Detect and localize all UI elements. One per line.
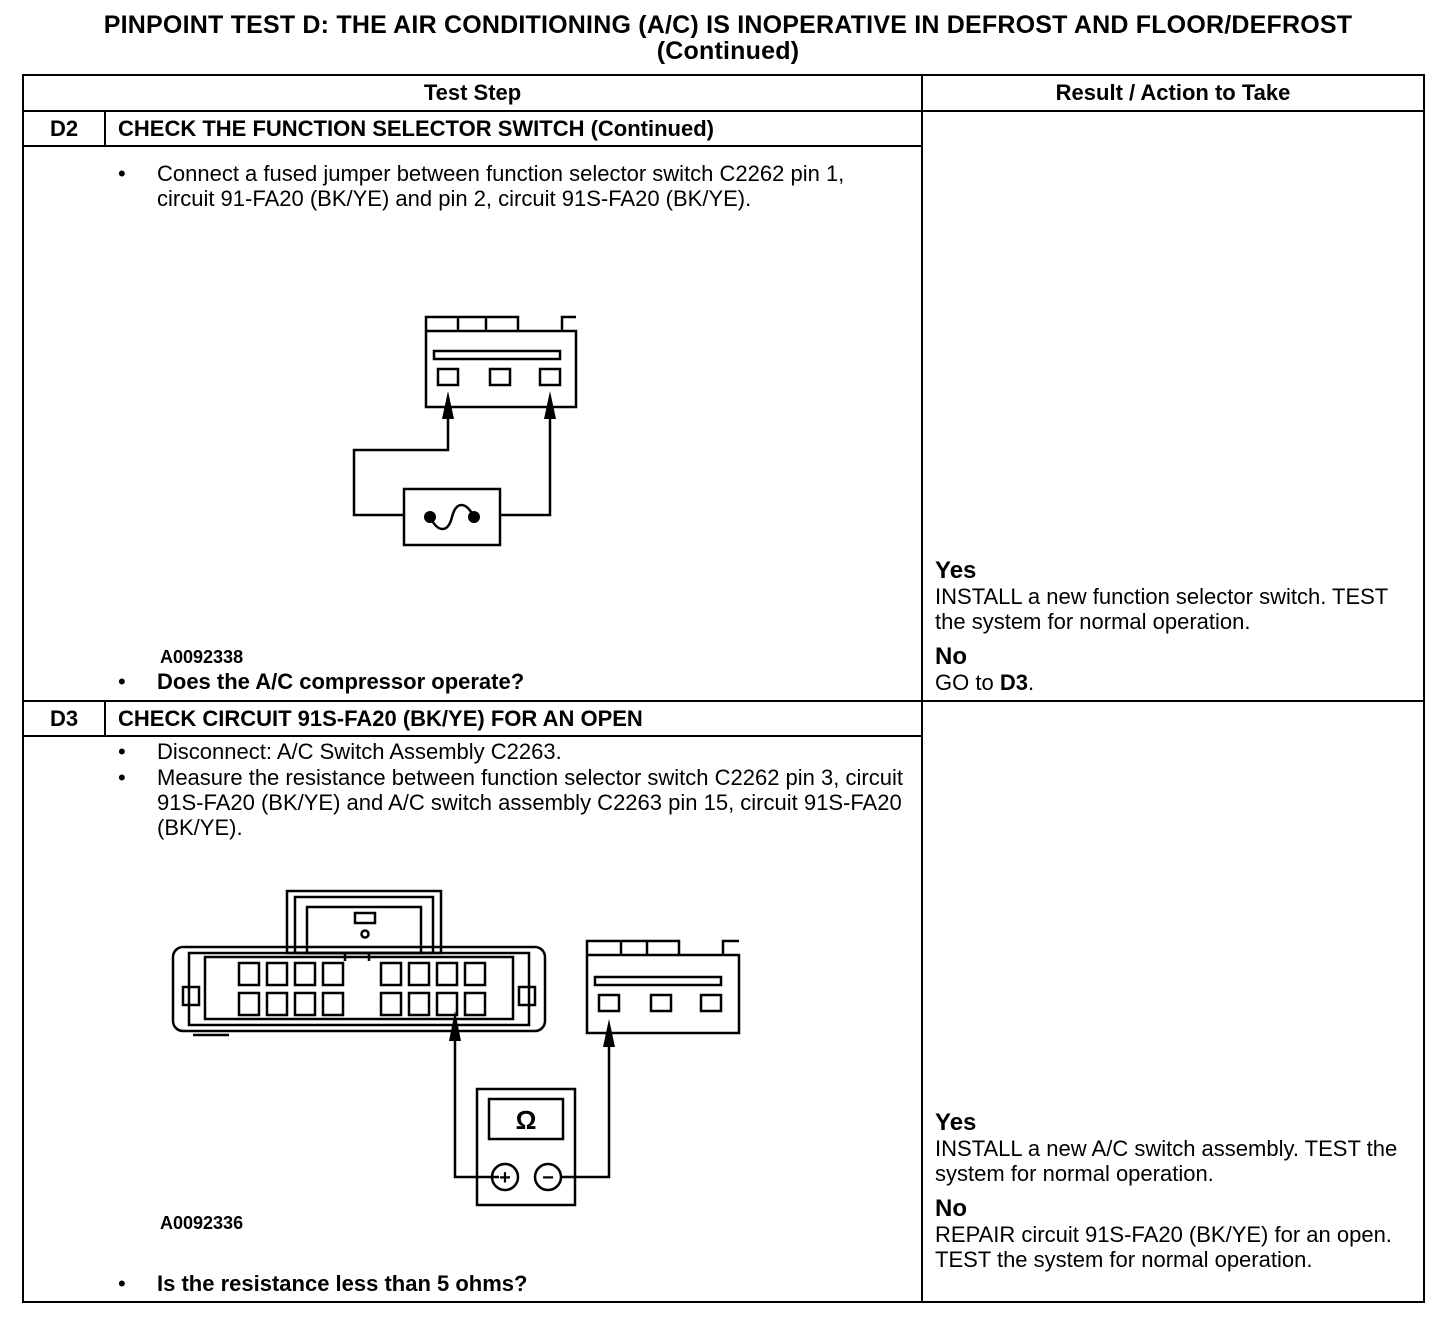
no-label: No [935, 643, 968, 670]
figure-id: A0092338 [160, 647, 244, 667]
yes-label: Yes [935, 557, 977, 584]
step-instruction: Disconnect: A/C Switch Assembly C2263. [157, 739, 562, 764]
bullet-icon: • [118, 161, 126, 186]
plus-terminal: + [499, 1167, 511, 1189]
no-action: GO to D3. [935, 670, 1035, 695]
step-question: Is the resistance less than 5 ohms? [157, 1271, 528, 1296]
ohm-symbol: Ω [515, 1105, 537, 1135]
result-cell [922, 111, 1424, 701]
step-instruction: Connect a fused jumper between function selector switch C2262 pin 1, circuit 91-FA20 (BK/YE) and pin 2, circuit 91S-FA20 (BK/YE). [157, 161, 845, 211]
result-cell [922, 701, 1424, 1302]
bullet-icon: • [118, 765, 126, 790]
step-id: D2 [23, 111, 105, 146]
step-question: Does the A/C compressor operate? [157, 669, 525, 694]
step-body [23, 146, 922, 701]
step-body [23, 736, 922, 1302]
bullet-icon: • [118, 739, 126, 764]
no-action: REPAIR circuit 91S-FA20 (BK/YE) for an open. TEST the system for normal operation. [935, 1222, 1392, 1272]
bullet-icon: • [118, 1271, 126, 1296]
yes-action: INSTALL a new A/C switch assembly. TEST the system for normal operation. [935, 1136, 1398, 1186]
step-instruction: Measure the resistance between function selector switch C2262 pin 3, circuit 91S-FA20 (BK/YE) and A/C switch assembly C2263 pin 15, circuit 91S-FA20 (BK/YE). [157, 765, 903, 840]
yes-action: INSTALL a new function selector switch. TEST the system for normal operation. [935, 584, 1388, 634]
yes-label: Yes [935, 1109, 977, 1136]
header-result: Result / Action to Take [922, 75, 1424, 111]
bullet-icon: • [118, 669, 126, 694]
header-test-step: Test Step [23, 75, 922, 111]
step-title: CHECK CIRCUIT 91S-FA20 (BK/YE) FOR AN OPEN [105, 701, 922, 736]
page-title: PINPOINT TEST D: THE AIR CONDITIONING (A/C) IS INOPERATIVE IN DEFROST AND FLOOR/DEFROST [103, 11, 1353, 39]
no-label: No [935, 1195, 968, 1222]
step-id: D3 [23, 701, 105, 736]
step-title: CHECK THE FUNCTION SELECTOR SWITCH (Continued) [105, 111, 922, 146]
pinpoint-test-table [22, 74, 1425, 1303]
resistance-test-diagram [169, 887, 749, 1212]
minus-terminal: − [542, 1167, 554, 1189]
step-reference-link: D3 [999, 670, 1028, 695]
fused-jumper-diagram [334, 307, 614, 552]
page-subtitle: (Continued) [656, 37, 800, 65]
figure-id: A0092336 [160, 1213, 244, 1233]
